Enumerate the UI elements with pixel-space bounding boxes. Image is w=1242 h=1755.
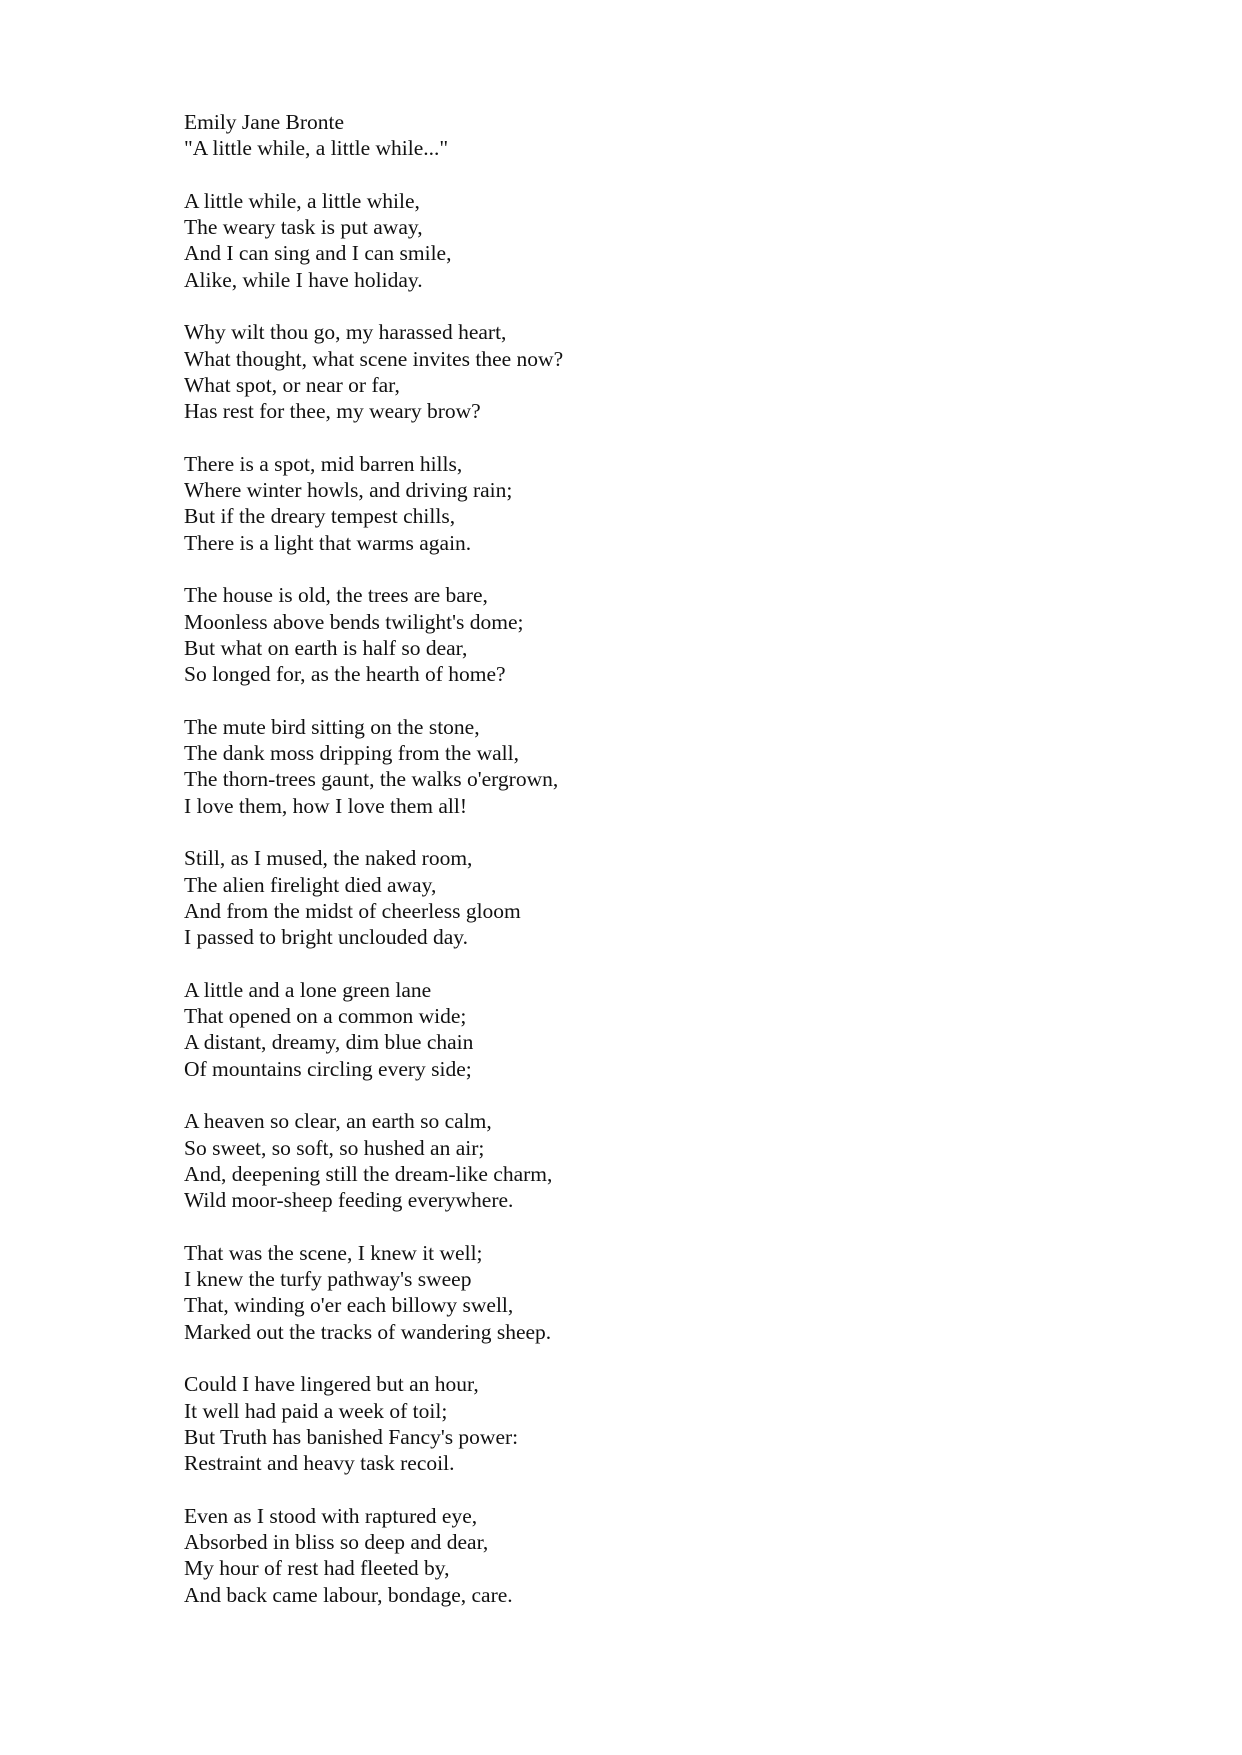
poem-line: So sweet, so soft, so hushed an air; — [184, 1135, 485, 1160]
poem-line: Why wilt thou go, my harassed heart, — [184, 320, 507, 345]
stanza — [184, 845, 1084, 950]
poem-line: And back came labour, bondage, care. — [184, 1582, 513, 1607]
poem-line: My hour of rest had fleeted by, — [184, 1556, 450, 1581]
poem-line: The alien firelight died away, — [184, 872, 437, 897]
poem-line: A heaven so clear, an earth so calm, — [184, 1109, 492, 1134]
poem-line: Still, as I mused, the naked room, — [184, 846, 473, 871]
poem-line: The mute bird sitting on the stone, — [184, 714, 480, 739]
stanza — [184, 451, 1084, 556]
poem-line: So longed for, as the hearth of home? — [184, 662, 506, 687]
poem-line: And from the midst of cheerless gloom — [184, 898, 521, 923]
poem-line: It well had paid a week of toil; — [184, 1398, 448, 1423]
poem-line: What thought, what scene invites thee now? — [184, 346, 564, 371]
poem-line: But Truth has banished Fancy's power: — [184, 1424, 519, 1449]
poem-line: A little and a lone green lane — [184, 977, 432, 1002]
poem-line: The weary task is put away, — [184, 215, 423, 240]
poem-line: The dank moss dripping from the wall, — [184, 741, 519, 766]
poem-line: But what on earth is half so dear, — [184, 635, 468, 660]
poem-line: Where winter howls, and driving rain; — [184, 478, 513, 503]
stanza — [184, 714, 1084, 819]
stanza — [184, 582, 1084, 687]
stanza — [184, 1108, 1084, 1213]
stanza — [184, 319, 1084, 424]
poem-line: A little while, a little while, — [184, 188, 420, 213]
poem-line: There is a spot, mid barren hills, — [184, 451, 463, 476]
poem-line: Could I have lingered but an hour, — [184, 1372, 479, 1397]
stanza — [184, 977, 1084, 1082]
stanza — [184, 1371, 1084, 1476]
poem-line: I passed to bright unclouded day. — [184, 925, 469, 950]
poem-line: But if the dreary tempest chills, — [184, 504, 456, 529]
poem-line: What spot, or near or far, — [184, 372, 400, 397]
poem-line: I love them, how I love them all! — [184, 793, 468, 818]
poem-line: The house is old, the trees are bare, — [184, 583, 488, 608]
poem-line: Marked out the tracks of wandering sheep. — [184, 1319, 552, 1344]
poem-body — [184, 188, 1084, 1608]
poem-line: There is a light that warms again. — [184, 530, 472, 555]
poem-line: I knew the turfy pathway's sweep — [184, 1267, 472, 1292]
poem-line: That, winding o'er each billowy swell, — [184, 1293, 514, 1318]
poem-line: Even as I stood with raptured eye, — [184, 1503, 478, 1528]
stanza — [184, 1503, 1084, 1608]
poem-line: And, deepening still the dream-like charm, — [184, 1161, 553, 1186]
poem-line: That opened on a common wide; — [184, 1004, 467, 1029]
poem-line: A distant, dreamy, dim blue chain — [184, 1030, 474, 1055]
poem-line: Of mountains circling every side; — [184, 1056, 472, 1081]
stanza — [184, 188, 1084, 293]
poem-line: Moonless above bends twilight's dome; — [184, 609, 524, 634]
poem-line: Wild moor-sheep feeding everywhere. — [184, 1188, 514, 1213]
poem-line: And I can sing and I can smile, — [184, 241, 452, 266]
poem-line: That was the scene, I knew it well; — [184, 1240, 483, 1265]
poem-line: Restraint and heavy task recoil. — [184, 1451, 455, 1476]
poem-text — [184, 109, 1084, 1608]
poem-line: Alike, while I have holiday. — [184, 267, 423, 292]
poem-title: "A little while, a little while..." — [184, 136, 449, 161]
poem-line: Has rest for thee, my weary brow? — [184, 399, 481, 424]
poem-line: The thorn-trees gaunt, the walks o'ergrown, — [184, 767, 559, 792]
poem-line: Absorbed in bliss so deep and dear, — [184, 1530, 489, 1555]
author-name: Emily Jane Bronte — [184, 110, 345, 134]
stanza — [184, 1240, 1084, 1345]
